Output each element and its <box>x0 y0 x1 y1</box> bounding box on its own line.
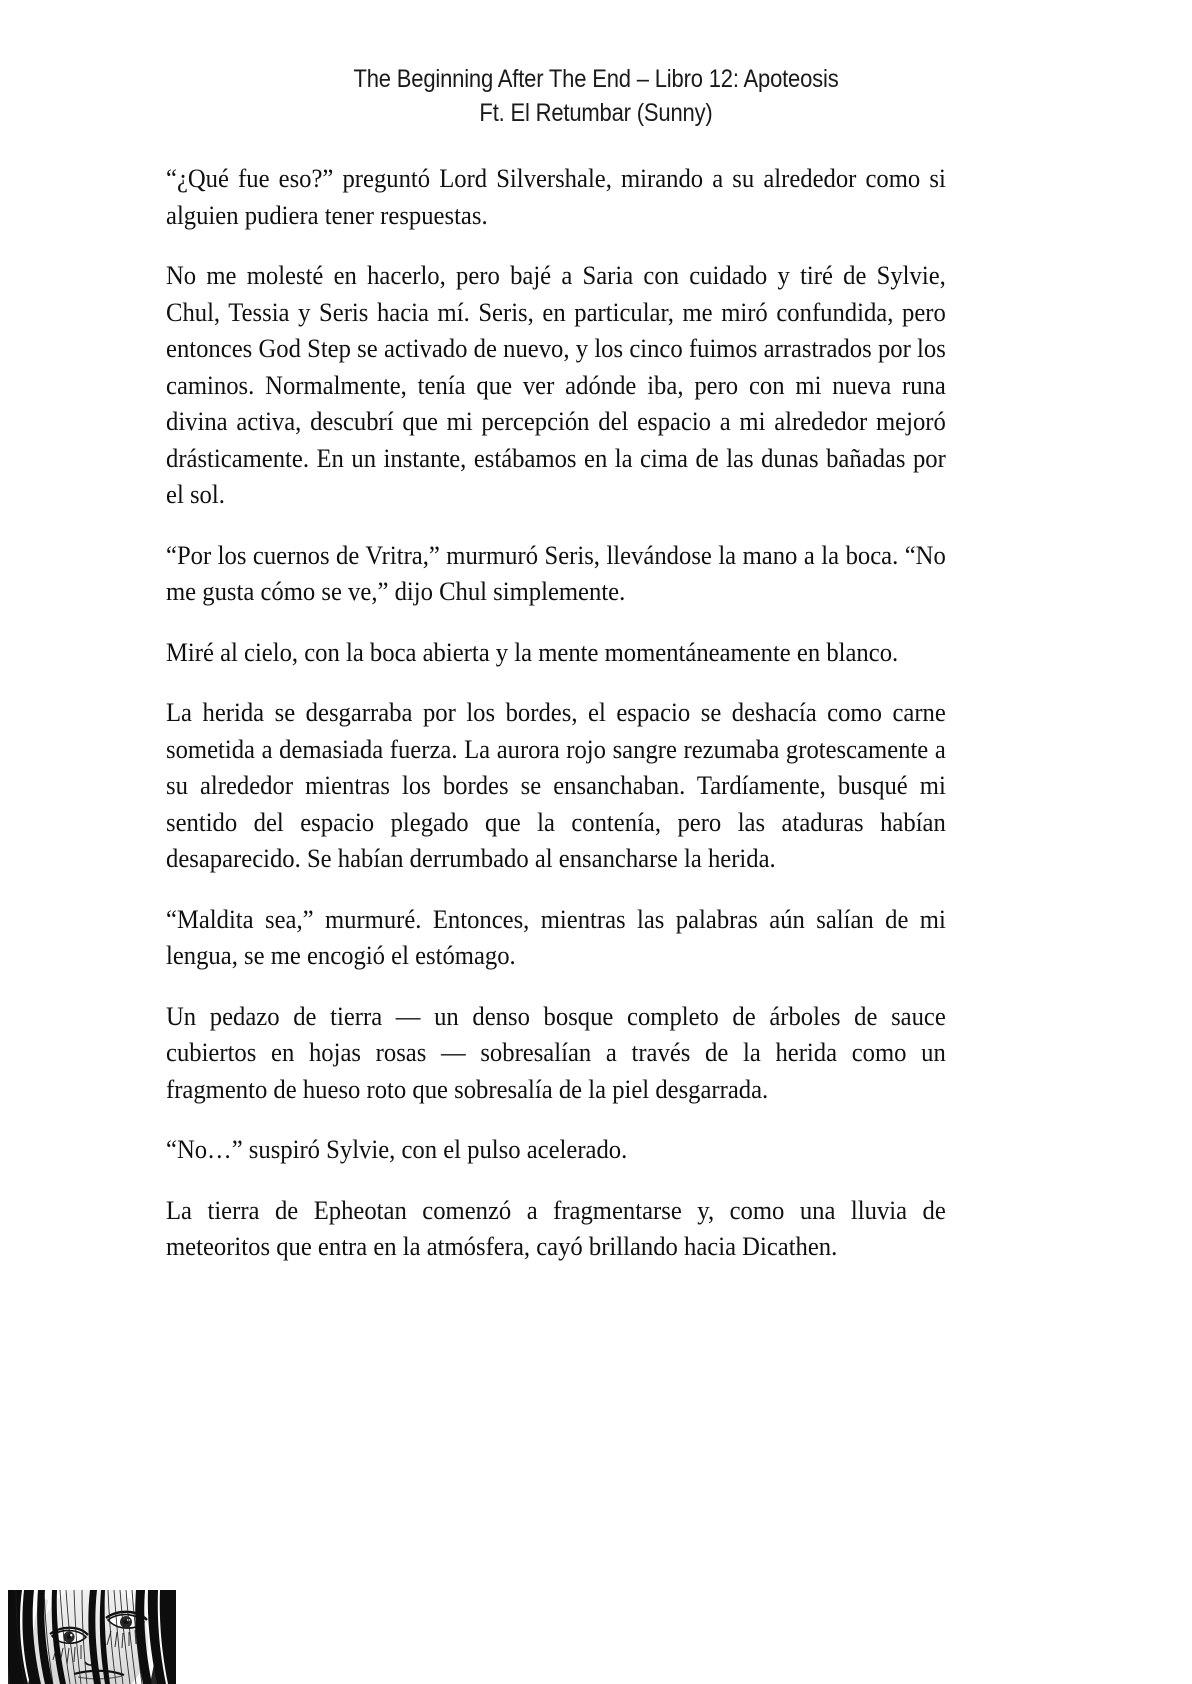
paragraph-1: “¿Qué fue eso?” preguntó Lord Silvershale, mirando a su alrededor como si alguien pudiera tener respuestas. <box>166 163 946 230</box>
paragraph-4: Miré al cielo, con la boca abierta y la mente momentáneamente en blanco. <box>166 636 899 667</box>
manga-face-illustration <box>8 1590 176 1684</box>
paragraph-5: La herida se desgarraba por los bordes, el espacio se deshacía como carne sometida a demasiada fuerza. La aurora rojo sangre rezumaba grotescamente a su alrededor mientras los bordes se ensanchaban. Tardíamente, busqué mi sentido del espacio plegado que la contenía, pero las ataduras habían desaparecido. Se habían derrumbado al ensancharse la herida. <box>166 697 946 873</box>
document-header <box>72 62 1121 130</box>
body-text-column <box>166 160 946 1265</box>
paragraph-6: “Maldita sea,” murmuré. Entonces, mientras las palabras aún salían de mi lengua, se me encogió el estómago. <box>166 903 946 970</box>
header-subtitle-line-2: Ft. El Retumbar (Sunny) <box>479 99 713 127</box>
paragraph-2: No me molesté en hacerlo, pero bajé a Saria con cuidado y tiré de Sylvie, Chul, Tessia y Seris hacia mí. Seris, en particular, me miró confundida, pero entonces God Step se activado de nuevo, y los cinco fuimos arrastrados por los caminos. Normalmente, tenía que ver adónde iba, pero con mi nueva runa divina activa, descubrí que mi percepción del espacio a mi alrededor mejoró drásticamente. En un instante, estábamos en la cima de las dunas bañadas por el sol. <box>166 260 946 509</box>
paragraph-9: La tierra de Epheotan comenzó a fragmentarse y, como una lluvia de meteoritos que entra en la atmósfera, cayó brillando hacia Dicathen. <box>166 1194 946 1261</box>
paragraph-3: “Por los cuernos de Vritra,” murmuró Seris, llevándose la mano a la boca. “No me gusta cómo se ve,” dijo Chul simplemente. <box>166 539 946 606</box>
paragraph-8: “No…” suspiró Sylvie, con el pulso acelerado. <box>166 1134 628 1164</box>
paragraph-7: Un pedazo de tierra — un denso bosque completo de árboles de sauce cubiertos en hojas rosas — sobresalían a través de la herida como un fragmento de hueso roto que sobresalía de la piel desgarrada. <box>166 1000 946 1104</box>
header-title-line-1: The Beginning After The End – Libro 12: Apoteosis <box>353 65 839 93</box>
